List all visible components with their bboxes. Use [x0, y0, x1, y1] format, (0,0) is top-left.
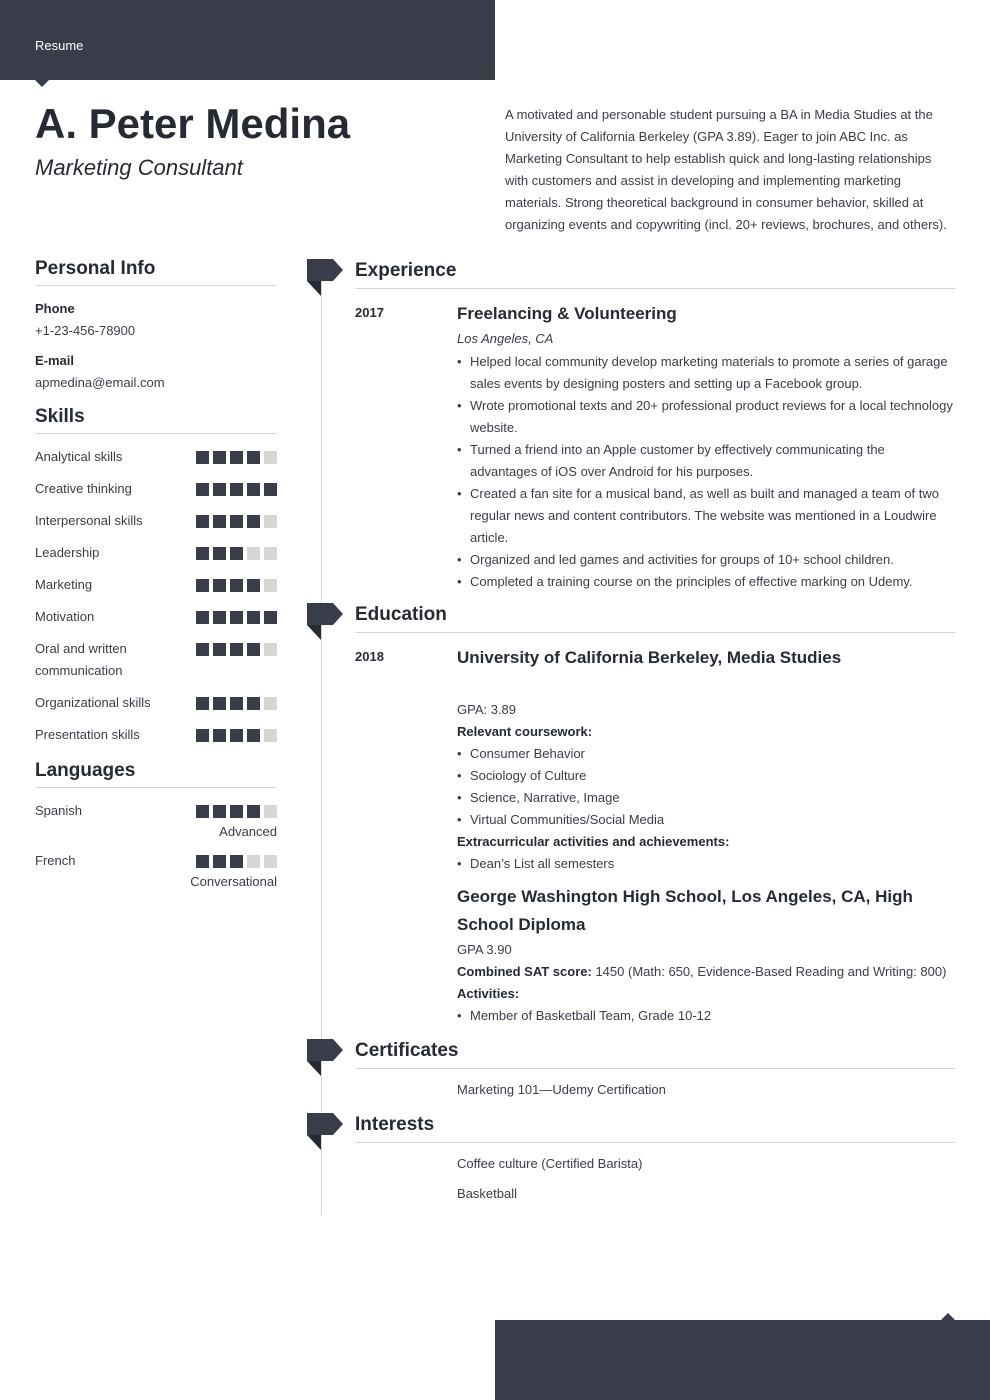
sat-score	[457, 961, 955, 983]
square-dot-icon	[247, 729, 260, 742]
square-dot-icon	[213, 483, 226, 496]
language-item	[35, 800, 277, 842]
square-dot-icon	[213, 855, 226, 868]
entry-location: Los Angeles, CA	[457, 331, 554, 346]
square-dot-icon	[264, 643, 277, 656]
banner-notch-icon	[941, 1313, 955, 1320]
square-dot-icon	[247, 451, 260, 464]
skill-row	[35, 692, 277, 714]
square-dot-icon	[213, 805, 226, 818]
skill-row	[35, 606, 277, 628]
square-dot-icon	[264, 547, 277, 560]
square-dot-icon	[230, 483, 243, 496]
square-dot-icon	[196, 855, 209, 868]
entry-title: Freelancing & Volunteering	[457, 304, 677, 323]
square-dot-icon	[247, 643, 260, 656]
square-dot-icon	[196, 643, 209, 656]
square-dot-icon	[196, 547, 209, 560]
extracurricular-label: Extracurricular activities and achievements:	[457, 834, 730, 849]
square-dot-icon	[247, 855, 260, 868]
bullet-item: • Wrote promotional texts and 20+ professional product reviews for a local technology website.	[457, 395, 955, 439]
square-dot-icon	[213, 547, 226, 560]
square-dot-icon	[230, 579, 243, 592]
bullet-item: • Created a fan site for a musical band, as well as built and managed a team of two regular news and content contributors. The website was mentioned in a Loudwire article.	[457, 483, 955, 549]
square-dot-icon	[196, 579, 209, 592]
coursework-item: • Consumer Behavior	[457, 743, 955, 765]
square-dot-icon	[230, 451, 243, 464]
phone-label: Phone	[35, 301, 75, 316]
language-level: Conversational	[190, 874, 277, 889]
square-dot-icon	[247, 697, 260, 710]
skill-name: Organizational skills	[35, 695, 151, 710]
coursework-item: • Science, Narrative, Image	[457, 787, 955, 809]
skill-name: Leadership	[35, 545, 100, 560]
section-heading: Languages	[35, 760, 277, 788]
interests-section	[307, 1113, 955, 1205]
coursework-item: • Virtual Communities/Social Media	[457, 809, 955, 831]
bullet-item: • Organized and led games and activities for groups of 10+ school children.	[457, 549, 955, 571]
square-dot-icon	[230, 729, 243, 742]
interest-item: Coffee culture (Certified Barista)	[457, 1156, 643, 1171]
skill-level-indicator	[196, 510, 277, 528]
square-dot-icon	[196, 515, 209, 528]
skill-row	[35, 638, 277, 682]
square-dot-icon	[213, 611, 226, 624]
flag-icon	[307, 603, 344, 641]
left-column	[35, 258, 277, 900]
sat-label: Combined SAT score:	[457, 964, 592, 979]
square-dot-icon	[213, 643, 226, 656]
skill-name: Interpersonal skills	[35, 513, 143, 528]
square-dot-icon	[213, 579, 226, 592]
section-heading: Certificates	[355, 1039, 955, 1069]
sat-value: 1450 (Math: 650, Evidence-Based Reading and Writing: 800)	[591, 964, 947, 979]
skills-section	[35, 406, 277, 746]
flag-icon	[307, 259, 344, 297]
square-dot-icon	[247, 579, 260, 592]
languages-list	[35, 800, 277, 892]
square-dot-icon	[213, 515, 226, 528]
language-name: French	[35, 853, 76, 868]
skill-level-indicator	[196, 850, 277, 868]
entry-year: 2018	[355, 649, 384, 664]
skill-name: Marketing	[35, 577, 93, 592]
section-heading: Personal Info	[35, 258, 277, 286]
banner-notch-icon	[35, 80, 49, 87]
experience-section	[307, 259, 955, 593]
gpa: GPA 3.90	[457, 942, 512, 957]
activities-list	[457, 1005, 955, 1027]
extracurricular-list	[457, 853, 955, 875]
bottom-banner	[495, 1320, 990, 1400]
languages-section	[35, 760, 277, 892]
square-dot-icon	[247, 611, 260, 624]
coursework-label: Relevant coursework:	[457, 724, 593, 739]
skills-list	[35, 446, 277, 746]
activities-label: Activities:	[457, 986, 520, 1001]
education-entry	[355, 645, 955, 1027]
coursework-item: • Sociology of Culture	[457, 765, 955, 787]
square-dot-icon	[230, 547, 243, 560]
square-dot-icon	[230, 805, 243, 818]
interests-list	[307, 1153, 955, 1205]
square-dot-icon	[264, 451, 277, 464]
square-dot-icon	[264, 579, 277, 592]
skill-level-indicator	[196, 574, 277, 592]
skill-level-indicator	[196, 446, 277, 464]
entry-year: 2017	[355, 305, 384, 320]
square-dot-icon	[247, 515, 260, 528]
square-dot-icon	[264, 729, 277, 742]
square-dot-icon	[247, 805, 260, 818]
section-heading: Education	[355, 603, 955, 633]
square-dot-icon	[230, 643, 243, 656]
skill-row	[35, 542, 277, 564]
square-dot-icon	[230, 515, 243, 528]
skill-name: Analytical skills	[35, 449, 123, 464]
job-title: Marketing Consultant	[35, 155, 243, 180]
bullet-item: • Completed a training course on the principles of effective marking on Udemy.	[457, 571, 955, 593]
gpa: GPA: 3.89	[457, 702, 517, 717]
square-dot-icon	[196, 697, 209, 710]
square-dot-icon	[213, 729, 226, 742]
skill-row	[35, 510, 277, 532]
skill-level-indicator	[196, 692, 277, 710]
square-dot-icon	[264, 805, 277, 818]
skill-row	[35, 478, 277, 500]
square-dot-icon	[264, 515, 277, 528]
coursework-list	[457, 743, 955, 831]
skill-level-indicator	[196, 800, 277, 818]
square-dot-icon	[196, 483, 209, 496]
certificate-item: Marketing 101—Udemy Certification	[457, 1082, 666, 1097]
skill-level-indicator	[196, 724, 277, 742]
skill-row	[35, 574, 277, 596]
square-dot-icon	[264, 855, 277, 868]
certificates-section	[307, 1039, 955, 1101]
education-section	[307, 603, 955, 1027]
section-heading: Experience	[355, 259, 955, 289]
entry-bullets	[457, 351, 955, 593]
skill-level-indicator	[196, 542, 277, 560]
skill-name: Motivation	[35, 609, 95, 624]
phone-value: +1-23-456-78900	[35, 323, 136, 338]
top-banner	[0, 0, 495, 80]
square-dot-icon	[213, 697, 226, 710]
bullet-item: • Helped local community develop marketing materials to promote a series of garage sales events by designing posters and setting up a Facebook group.	[457, 351, 955, 395]
square-dot-icon	[230, 611, 243, 624]
bullet-item: • Turned a friend into an Apple customer by effectively communicating the advantages of iOS over Android for his purposes.	[457, 439, 955, 483]
square-dot-icon	[247, 483, 260, 496]
skill-level-indicator	[196, 606, 277, 624]
flag-icon	[307, 1039, 344, 1077]
flag-icon	[307, 1113, 344, 1151]
skill-level-indicator	[196, 638, 277, 656]
personal-info-section	[35, 258, 277, 394]
section-heading: Skills	[35, 406, 277, 434]
skill-name: Presentation skills	[35, 727, 140, 742]
entry-title: George Washington High School, Los Angeles, CA, High School Diploma	[457, 887, 913, 934]
section-heading: Interests	[355, 1113, 955, 1143]
square-dot-icon	[196, 805, 209, 818]
square-dot-icon	[230, 855, 243, 868]
square-dot-icon	[230, 697, 243, 710]
entry-title: University of California Berkeley, Media Studies	[457, 648, 842, 667]
square-dot-icon	[213, 451, 226, 464]
profile-summary: A motivated and personable student pursuing a BA in Media Studies at the University of California Berkeley (GPA 3.89). Eager to join ABC Inc. as Marketing Consultant to help establish quick and long-lasting relationships with customers and assist in developing and implementing marketing materials. Strong theoretical background in consumer behavior, skilled at organizing events and copywriting (incl. 20+ reviews, brochures, and others).	[505, 107, 947, 232]
language-level: Advanced	[219, 824, 277, 839]
square-dot-icon	[264, 483, 277, 496]
email-value: apmedina@email.com	[35, 375, 165, 390]
candidate-name: A. Peter Medina	[35, 100, 351, 147]
skill-name: Creative thinking	[35, 481, 132, 496]
square-dot-icon	[196, 611, 209, 624]
square-dot-icon	[196, 451, 209, 464]
skill-level-indicator	[196, 478, 277, 496]
achievement-item: • Dean’s List all semesters	[457, 853, 955, 875]
email-label: E-mail	[35, 353, 75, 368]
square-dot-icon	[247, 547, 260, 560]
language-name: Spanish	[35, 803, 82, 818]
skill-row	[35, 724, 277, 746]
activity-item: • Member of Basketball Team, Grade 10-12	[457, 1005, 955, 1027]
skill-name: Oral and written communication	[35, 641, 127, 678]
square-dot-icon	[264, 611, 277, 624]
skill-row	[35, 446, 277, 468]
square-dot-icon	[264, 697, 277, 710]
language-item	[35, 850, 277, 892]
experience-entry	[355, 301, 955, 593]
interest-item: Basketball	[457, 1186, 517, 1201]
square-dot-icon	[196, 729, 209, 742]
certificates-list	[307, 1079, 955, 1101]
resume-label: Resume	[35, 38, 84, 53]
